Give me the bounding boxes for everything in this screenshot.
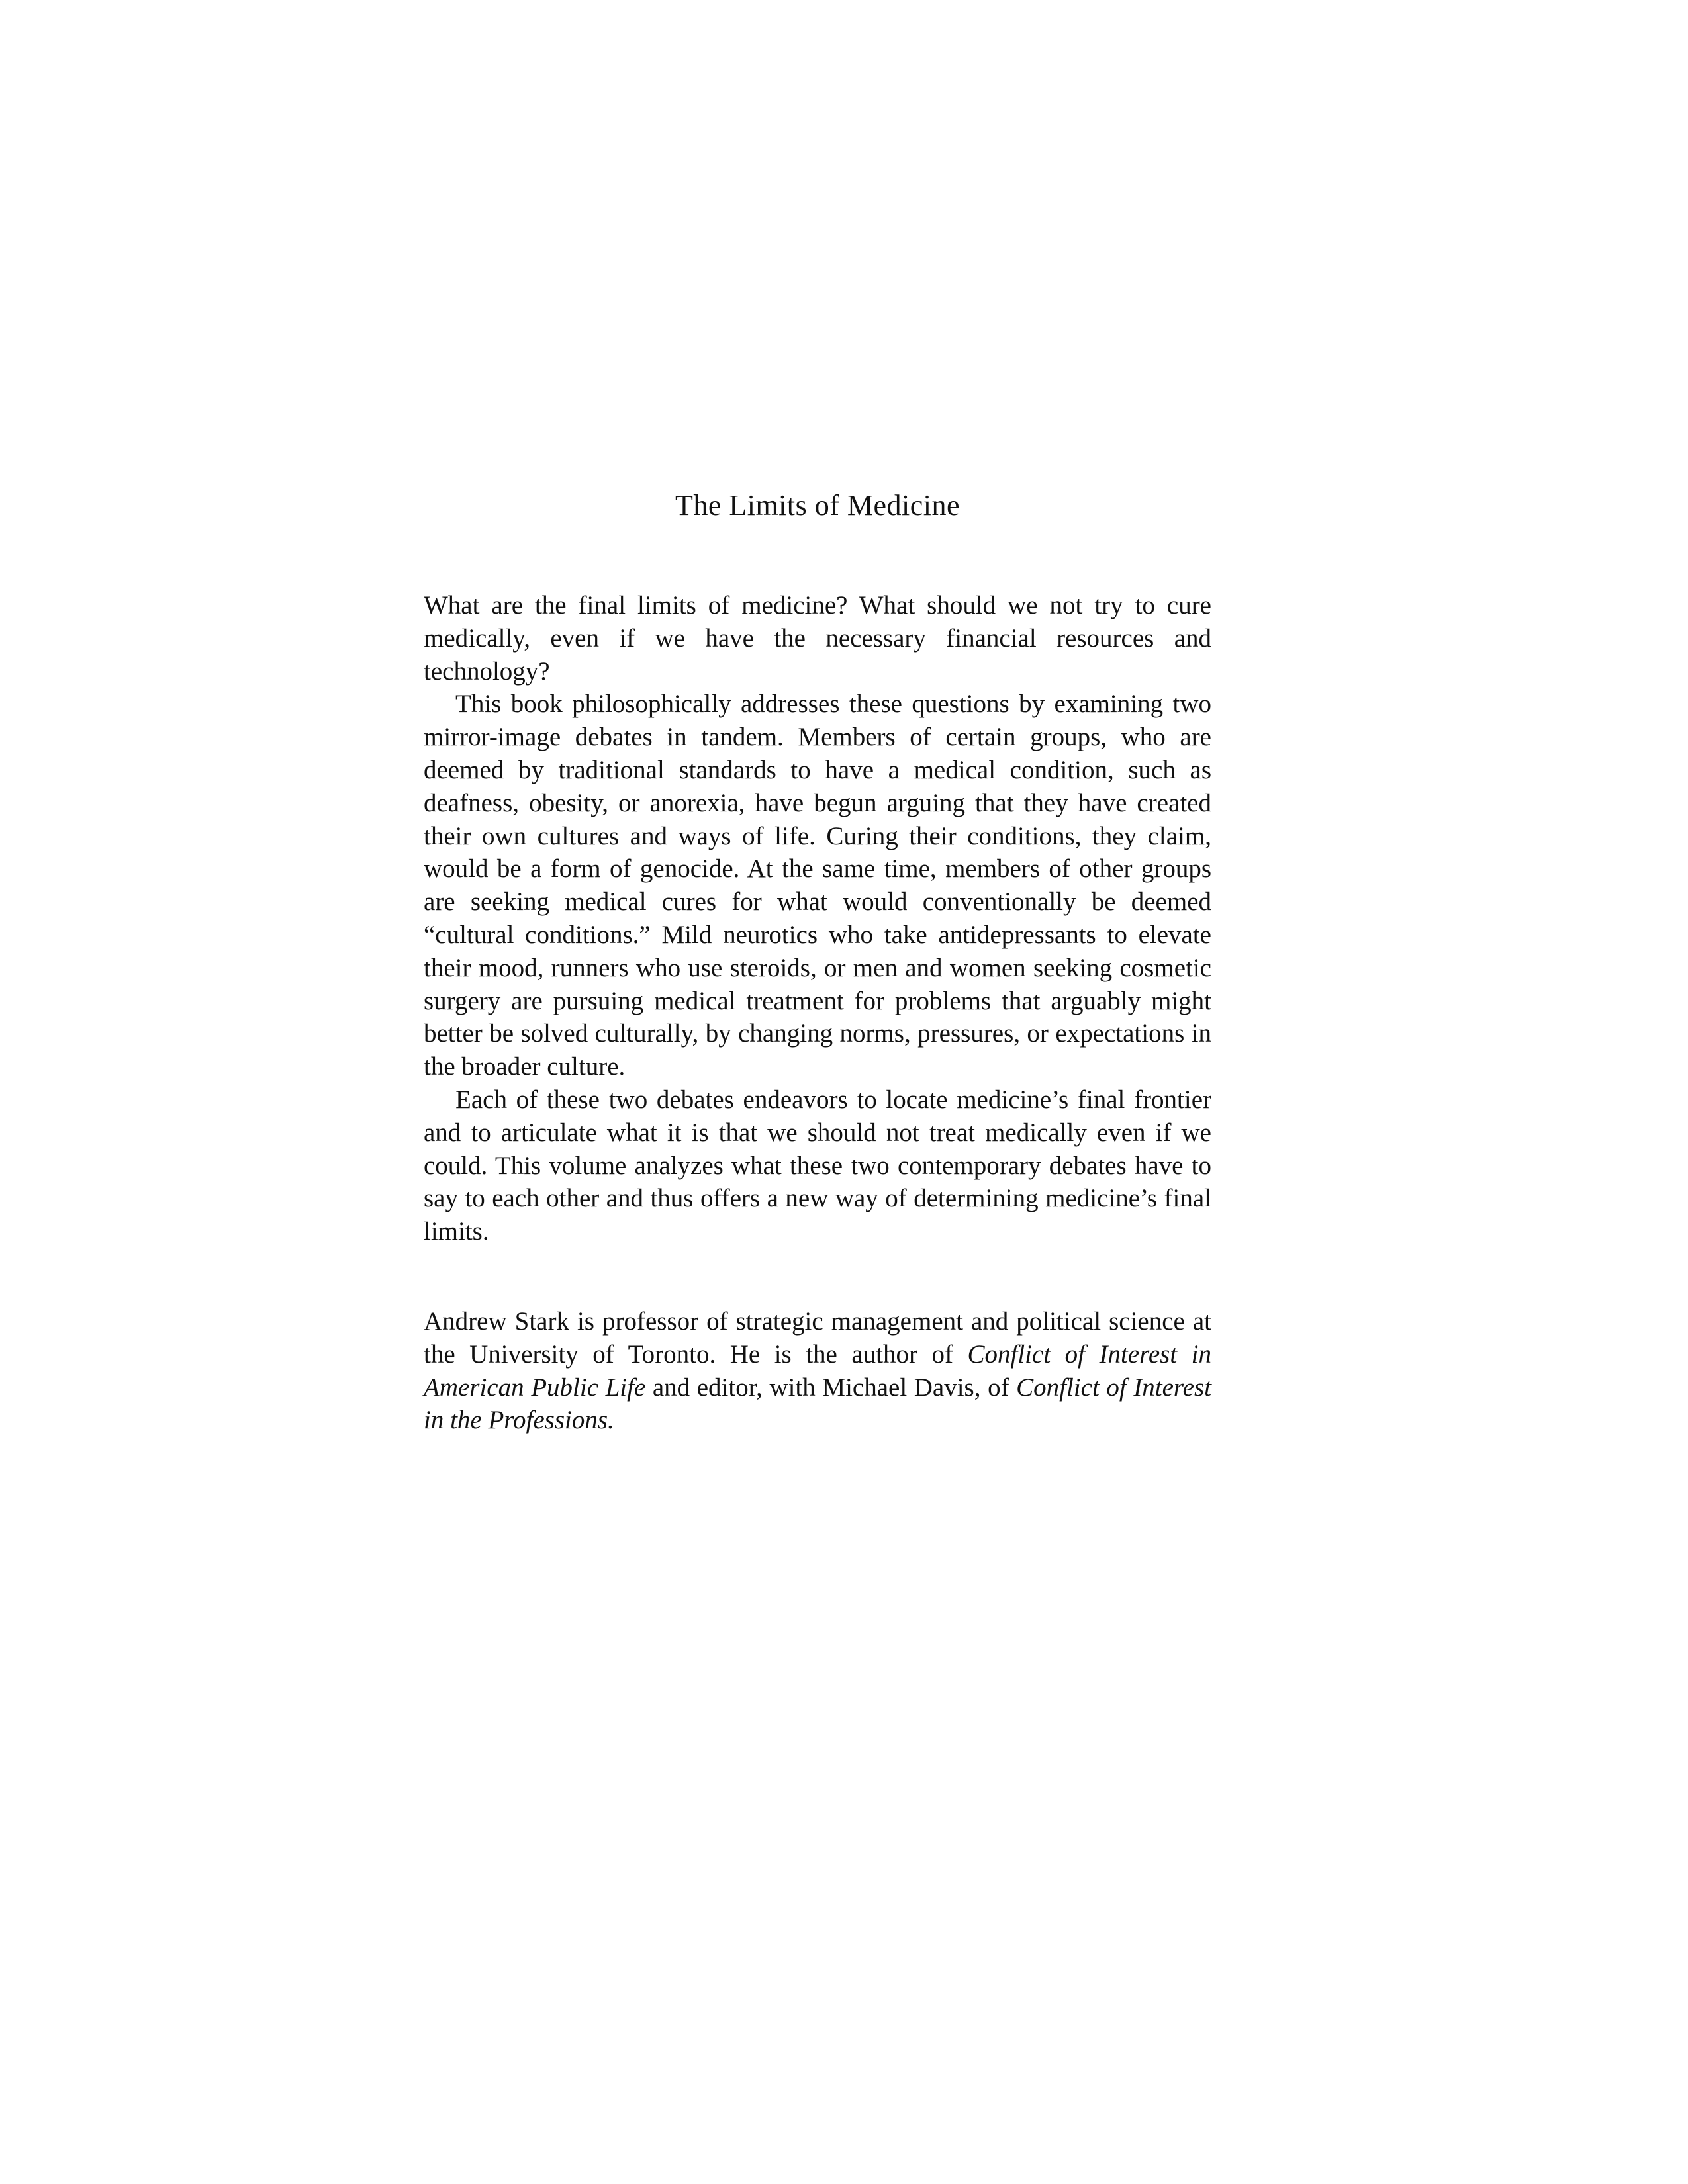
paragraph-conclusion: Each of these two debates endeavors to locate medicine’s final frontier and to articulate what it is that we should not treat medically even if we could. This volume analyzes what these two contemporary debates have to say to each other and thus offers a new way of determining medicine’s final limits. — [424, 1085, 1211, 1246]
page-title: The Limits of Medicine — [675, 489, 961, 522]
description-block — [424, 589, 1211, 1248]
book-title-conflict-of-interest-professions: Conflict of Interest in the Professions. — [424, 1373, 1211, 1435]
book-title-conflict-of-interest-public-life: Conflict of Interest in American Public Life — [424, 1340, 1211, 1402]
author-bio — [424, 1305, 1211, 1437]
bio-text-start: Andrew Stark is professor of strategic management and political science at the University of Toronto. He is the author of — [424, 1307, 1211, 1369]
paragraph-debates: This book philosophically addresses these questions by examining two mirror-image debates in tandem. Members of certain groups, who are deemed by traditional standards to have a medical condition, such as deafness, obesity, or anorexia, have begun arguing that they have created their own cultures and ways of life. Curing their conditions, they claim, would be a form of genocide. At the same time, members of other groups are seeking medical cures for what would conventionally be deemed “cultural conditions.” Mild neurotics who take antidepressants to elevate their mood, runners who use steroids, or men and women seeking cosmetic surgery are pursuing medical treatment for problems that arguably might better be solved culturally, by changing norms, pressures, or expectations in the broader culture. — [424, 690, 1211, 1081]
paragraph-intro: What are the final limits of medicine? What should we not try to cure medically, even if we have the necessary financial resources and technology? — [424, 591, 1211, 686]
bio-text-middle: and editor, with Michael Davis, of — [645, 1373, 1017, 1402]
